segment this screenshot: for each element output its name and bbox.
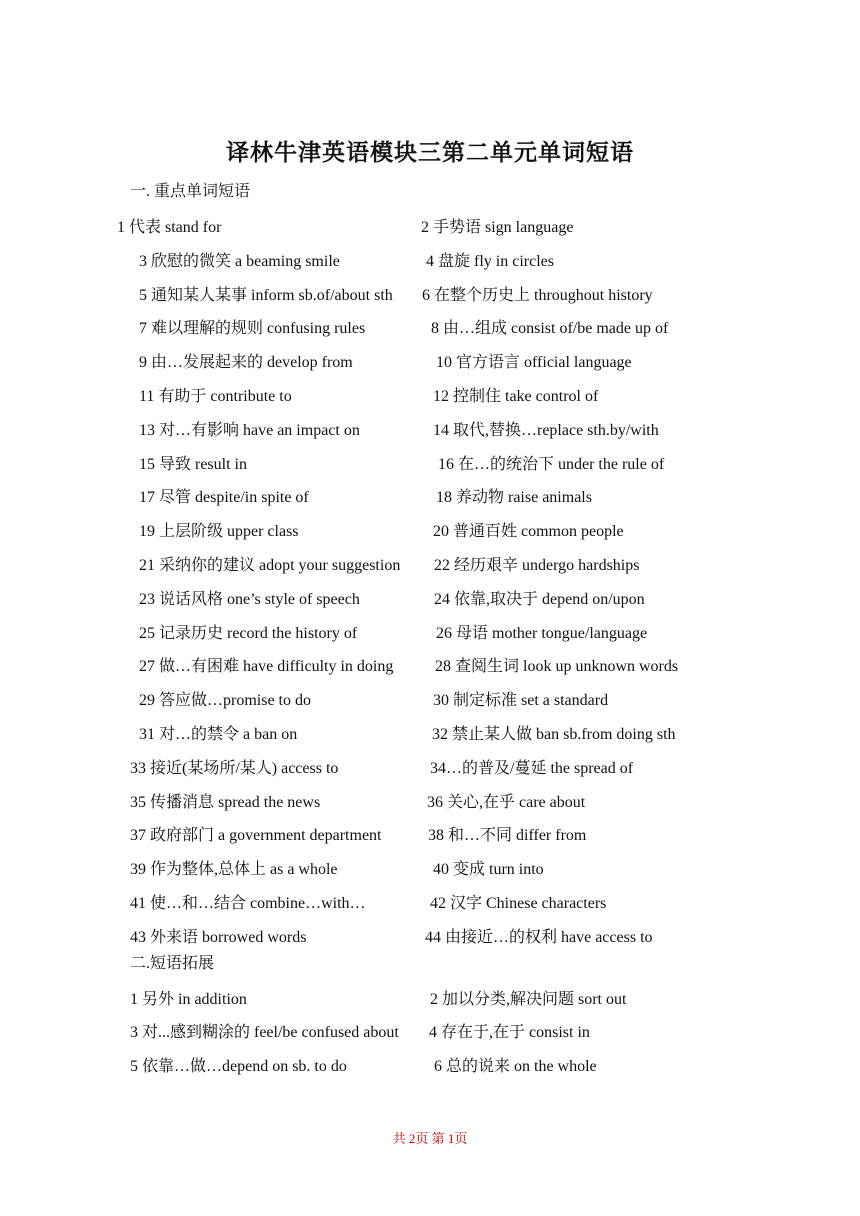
phrase-entry-left: 39 作为整体,总体上 as a whole [130,861,338,879]
phrase-entry-right: 8 由…组成 consist of/be made up of [431,320,669,338]
phrase-entry-left: 23 说话风格 one’s style of speech [139,590,360,608]
phrase-entry-right: 16 在…的统治下 under the rule of [438,455,665,473]
phrase-entry-right: 20 普通百姓 common people [433,523,624,541]
phrase-entry-left: 5 依靠…做…depend on sb. to do [130,1058,347,1076]
phrase-entry-left: 13 对…有影响 have an impact on [139,421,360,439]
phrase-entry-left: 1 另外 in addition [130,990,247,1008]
phrase-entry-left: 15 导致 result in [139,455,247,473]
phrase-entry-right: 18 养动物 raise animals [436,489,592,507]
phrase-entry-left: 7 难以理解的规则 confusing rules [139,320,366,338]
phrase-entry-left: 5 通知某人某事 inform sb.of/about sth [139,286,393,304]
phrase-entry-left: 3 欣慰的微笑 a beaming smile [139,252,340,270]
phrase-entry-left: 25 记录历史 record the history of [139,624,358,642]
phrase-entry-right: 2 加以分类,解决问题 sort out [430,990,627,1008]
phrase-entry-left: 31 对…的禁令 a ban on [139,726,298,743]
phrase-entry-right: 14 取代,替换…replace sth.by/with [433,421,659,439]
phrase-entry-right: 10 官方语言 official language [436,354,632,372]
phrase-entry-right: 4 盘旋 fly in circles [426,252,554,270]
phrase-entry-right: 32 禁止某人做 ban sb.from doing sth [432,726,676,743]
phrase-entry-right: 6 总的说来 on the whole [434,1058,597,1076]
phrase-entry-right: 2 手势语 sign language [421,219,574,236]
phrase-entry-left: 43 外来语 borrowed words [130,928,307,946]
phrase-entry-left: 33 接近(某场所/某人) access to [130,759,339,777]
section-heading-key-phrases: 一. 重点单词短语 [130,183,251,200]
phrase-entry-right: 22 经历艰辛 undergo hardships [434,557,640,574]
phrase-entry-left: 19 上层阶级 upper class [139,523,299,541]
phrase-entry-left: 1 代表 stand for [117,219,222,236]
phrase-entry-right: 6 在整个历史上 throughout history [422,286,653,304]
phrase-entry-left: 21 采纳你的建议 adopt your suggestion [139,557,401,574]
phrase-entry-right: 12 控制住 take control of [433,388,599,405]
phrase-entry-left: 11 有助于 contribute to [139,388,292,405]
phrase-entry-right: 4 存在于,在于 consist in [429,1024,590,1042]
phrase-entry-left: 29 答应做…promise to do [139,692,311,710]
phrase-entry-left: 35 传播消息 spread the news [130,793,321,811]
phrase-entry-right: 36 关心,在乎 care about [427,793,586,811]
page-title: 译林牛津英语模块三第二单元单词短语 [226,140,634,165]
phrase-entry-right: 34…的普及/蔓延 the spread of [430,759,634,777]
phrase-entry-left: 37 政府部门 a government department [130,827,382,845]
phrase-entry-right: 28 查阅生词 look up unknown words [435,658,679,676]
phrase-entry-right: 44 由接近…的权利 have access to [425,928,653,946]
phrase-entry-left: 9 由…发展起来的 develop from [139,354,353,372]
phrase-entry-left: 27 做…有困难 have difficulty in doing [139,658,394,676]
phrase-entry-right: 40 变成 turn into [433,861,544,879]
phrase-entry-left: 3 对...感到糊涂的 feel/be confused about [130,1024,399,1042]
phrase-entry-right: 38 和…不同 differ from [428,827,587,845]
page-footer: 共 2页 第 1页 [392,1131,468,1146]
phrase-entry-right: 24 依靠,取决于 depend on/upon [434,590,645,608]
section-heading-phrase-extension: 二.短语拓展 [130,954,215,972]
phrase-entry-right: 26 母语 mother tongue/language [436,624,648,642]
phrase-entry-right: 42 汉字 Chinese characters [430,895,607,912]
phrase-entry-left: 17 尽管 despite/in spite of [139,489,309,507]
phrase-entry-right: 30 制定标准 set a standard [433,692,609,710]
phrase-entry-left: 41 使…和…结合 combine…with… [130,895,366,912]
